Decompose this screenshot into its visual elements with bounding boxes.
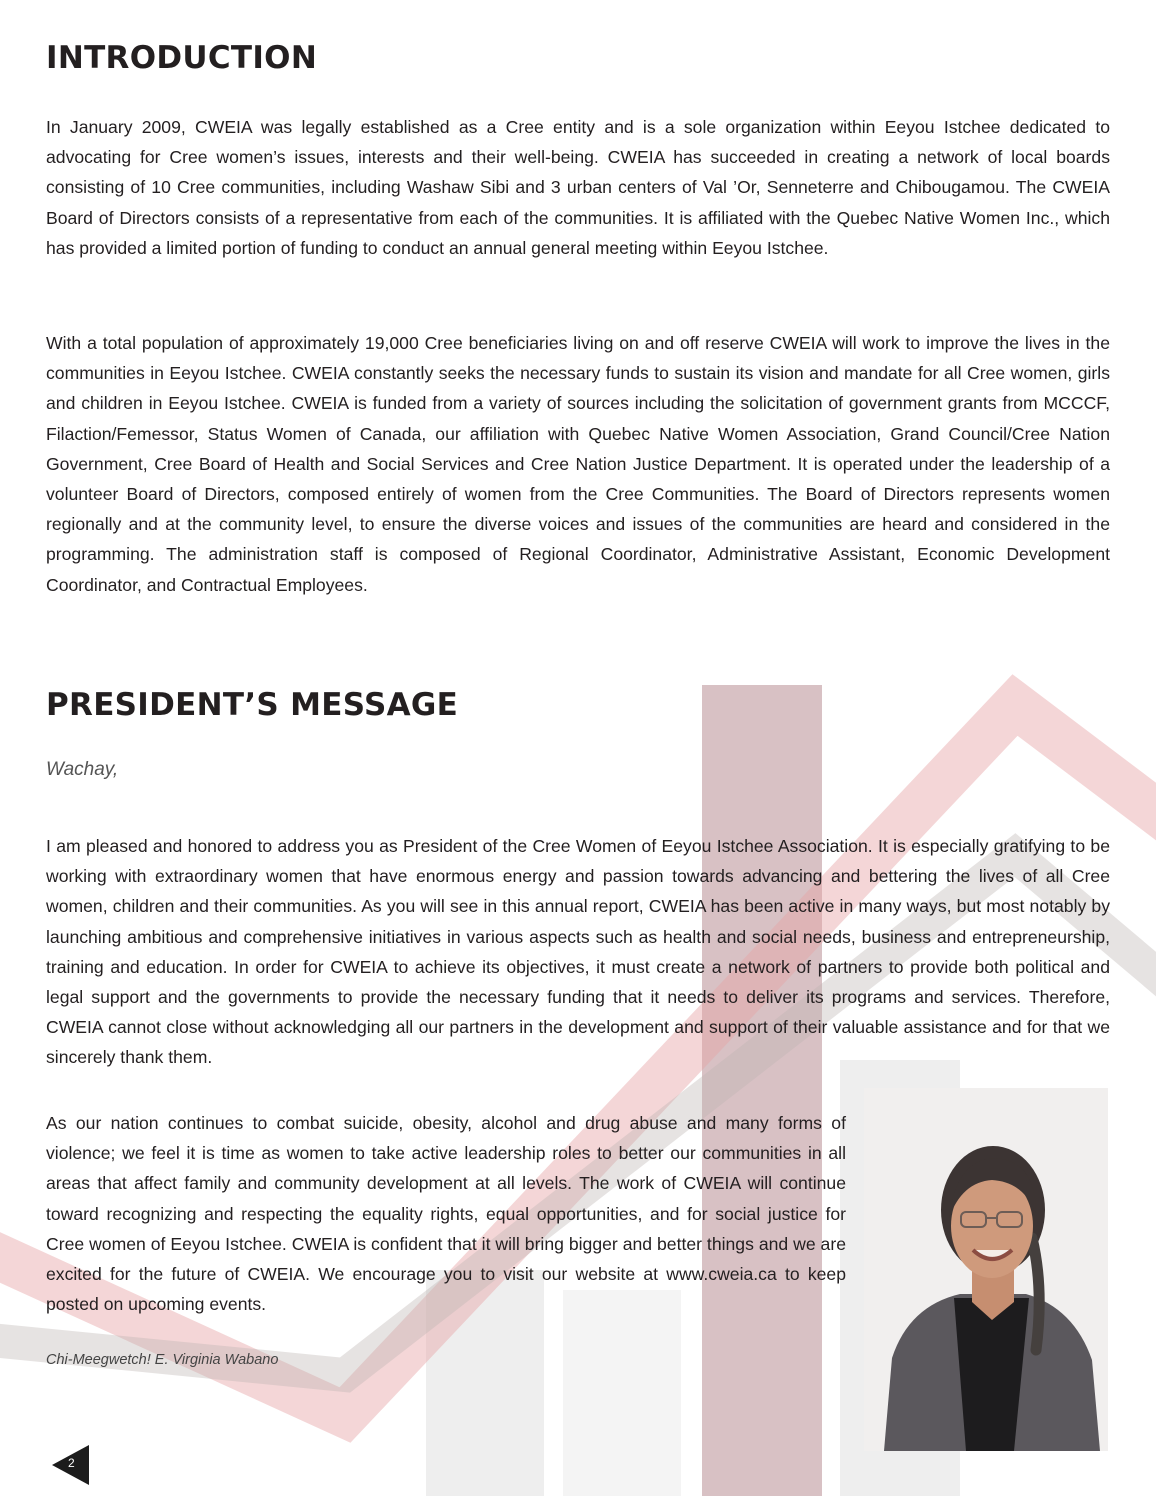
message-paragraph: I am pleased and honored to address you as President of the Cree Women of Eeyou Istchee Association. It is especially gratifying to be working with extraordinary women that have enormous energy and passion towards advancing and bettering the lives of all Cree women, children and their communities. As you will see in this annual report, CWEIA has been active in many ways, but most notably by launching ambitious and comprehensive initiatives in various aspects such as health and social needs, business and entrepreneurship, training and education. In order for CWEIA to achieve its objectives, it must create a network of partners to provide both political and legal support and the governments to provide the necessary funding that it needs to deliver its programs and services. Therefore, CWEIA cannot close without acknowledging all our partners in the development and support of their valuable assistance and for that we sincerely thank them.: [46, 836, 1110, 1068]
greeting: Wachay,: [46, 759, 119, 780]
introduction-paragraph: In January 2009, CWEIA was legally established as a Cree entity and is a sole organization within Eeyou Istchee dedicated to advocating for Cree women’s issues, interests and their well-being. CWEIA has succeeded in creating a network of local boards consisting of 10 Cree communities, including Washaw Sibi and 3 urban centers of Val ’Or, Senneterre and Chibougamou. The CWEIA Board of Directors consists of a representative from each of the communities. It is affiliated with the Quebec Native Women Inc., which has provided a limited portion of funding to conduct an annual general meeting within Eeyou Istchee.: [46, 117, 1110, 258]
presidents-message-heading: PRESIDENT’S MESSAGE: [46, 687, 459, 723]
introduction-paragraph: With a total population of approximately 19,000 Cree beneficiaries living on and off reserve CWEIA will work to improve the lives in the communities in Eeyou Istchee. CWEIA constantly seeks the necessary funds to sustain its vision and mandate for all Cree women, girls and children in Eeyou Istchee. CWEIA is funded from a variety of sources including the solicitation of government grants from MCCCF, Filaction/Femessor, Status Women of Canada, our affiliation with Quebec Native Women Association, Grand Council/Cree Nation Government, Cree Board of Health and Social Services and Cree Nation Justice Department. It is operated under the leadership of a volunteer Board of Directors, composed entirely of women from the Cree Communities. The Board of Directors represents women regionally and at the community level, to ensure the diverse voices and issues of the communities are heard and considered in the programming. The administration staff is composed of Regional Coordinator, Administrative Assistant, Economic Development Coordinator, and Contractual Employees.: [46, 333, 1110, 595]
message-paragraph: As our nation continues to combat suicide, obesity, alcohol and drug abuse and many forms of violence; we feel it is time as women to take active leadership roles to better our communities in all areas that affect family and community development at all levels. The work of CWEIA will continue toward recognizing and respecting the equality rights, equal opportunities, and for social justice for Cree women of Eeyou Istchee. CWEIA is confident that it will bring bigger and better things and we are excited for the future of CWEIA. We encourage you to visit our website at www.cweia.ca to keep posted on upcoming events.: [46, 1113, 846, 1315]
introduction-heading: INTRODUCTION: [46, 40, 318, 76]
page-number: 2: [68, 1456, 75, 1470]
president-photo: [864, 1088, 1108, 1451]
signature: Chi-Meegwetch! E. Virginia Wabano: [46, 1352, 279, 1368]
